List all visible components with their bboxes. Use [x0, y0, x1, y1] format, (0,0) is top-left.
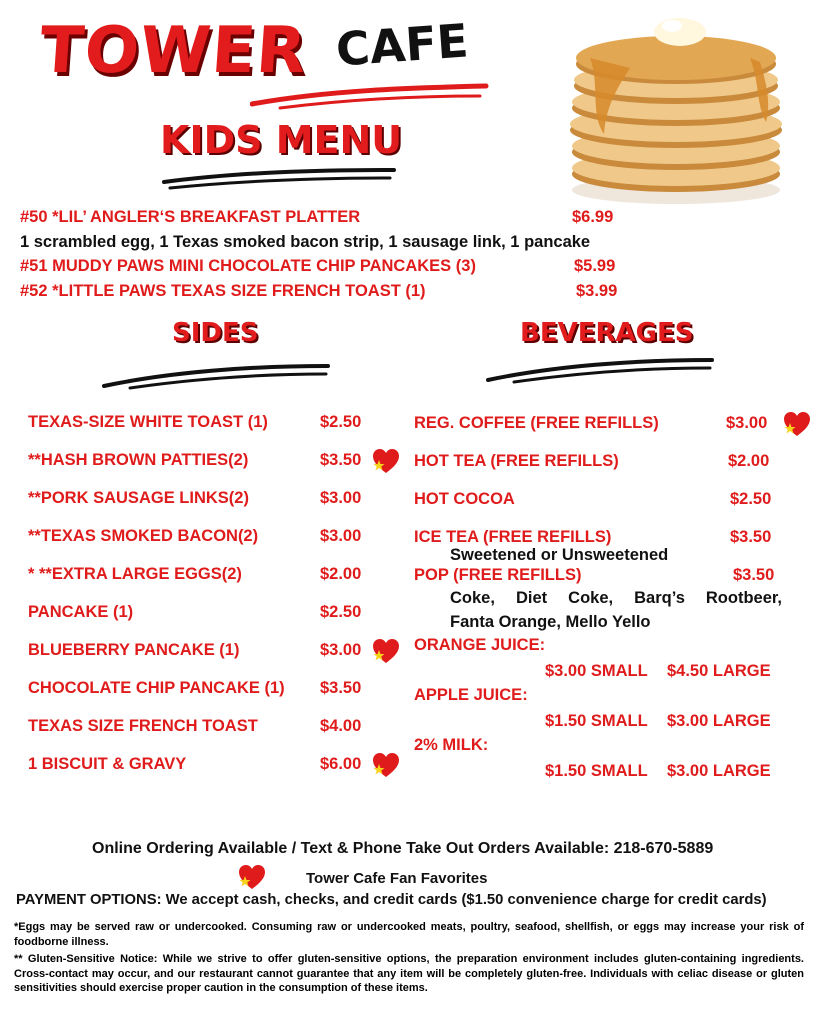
kids-item-50-price: $6.99 — [572, 208, 614, 226]
heart-star-icon — [372, 752, 400, 778]
side-item-price: $6.00 — [320, 755, 362, 773]
kids-menu-title: KIDS MENU — [160, 118, 403, 162]
side-item-name: **HASH BROWN PATTIES(2) — [28, 451, 249, 469]
eggs-notice: *Eggs may be served raw or undercooked. Consuming raw or undercooked meats, poultry, seafood, shellfish, or eggs may increase your risk of foodborne illness. — [14, 921, 804, 948]
payment-options: PAYMENT OPTIONS: We accept cash, checks, and credit cards ($1.50 convenience charge for credit cards) — [16, 892, 767, 908]
side-item-price: $3.00 — [320, 489, 362, 507]
bev-icetea-note: Sweetened or Unsweetened — [450, 546, 669, 564]
logo-swoosh — [250, 80, 490, 110]
ordering-info: Online Ordering Available / Text & Phone Take Out Orders Available: 218-670-5889 — [92, 840, 714, 857]
gluten-notice: ** Gluten-Sensitive Notice: While we strive to offer gluten-sensitive options, the preparation environment includes gluten-containing ingredients. Cross-contact may occur, and our restaurant cannot guarantee that any item will be completely gluten-free. Individuals with celiac disease or gluten sensitivities should exercise proper caution in the consumption of these items. — [14, 953, 804, 994]
bev-oj-name: ORANGE JUICE: — [414, 636, 546, 654]
bev-apple-name: APPLE JUICE: — [414, 686, 528, 704]
side-item-name: **TEXAS SMOKED BACON(2) — [28, 527, 259, 545]
kids-item-51-name: #51 MUDDY PAWS MINI CHOCOLATE CHIP PANCAKES (3) — [20, 257, 476, 275]
kids-item-50-name: #50 *LIL’ ANGLER‘S BREAKFAST PLATTER — [20, 208, 361, 226]
bev-coffee-name: REG. COFFEE (FREE REFILLS) — [414, 414, 659, 432]
side-item-name: TEXAS SIZE FRENCH TOAST — [28, 717, 258, 735]
bev-milk-small: $1.50 SMALL — [545, 762, 648, 780]
fan-favorites-legend: Tower Cafe Fan Favorites — [306, 870, 488, 887]
side-item-name: PANCAKE (1) — [28, 603, 134, 621]
heart-star-icon — [238, 864, 266, 890]
pancake-stack-image — [560, 4, 792, 206]
side-item-name: BLUEBERRY PANCAKE (1) — [28, 641, 240, 659]
side-item-price: $3.00 — [320, 641, 362, 659]
bev-pop-price: $3.50 — [733, 566, 775, 584]
kids-item-52-name: #52 *LITTLE PAWS TEXAS SIZE FRENCH TOAST (1) — [20, 282, 426, 300]
side-item-name: 1 BISCUIT & GRAVY — [28, 755, 187, 773]
bev-pop-note-2: Fanta Orange, Mello Yello — [450, 613, 651, 631]
bev-cocoa-price: $2.50 — [730, 490, 772, 508]
side-item-price: $3.50 — [320, 451, 362, 469]
side-item-price: $3.50 — [320, 679, 362, 697]
bev-apple-large: $3.00 LARGE — [667, 712, 771, 730]
bev-coffee-price: $3.00 — [726, 414, 768, 432]
kids-item-52-price: $3.99 — [576, 282, 618, 300]
logo-tower-text: TOWER — [37, 14, 310, 88]
side-item-price: $2.50 — [320, 413, 362, 431]
bev-oj-small: $3.00 SMALL — [545, 662, 648, 680]
bev-oj-large: $4.50 LARGE — [667, 662, 771, 680]
bev-pop-note-1: Coke, Diet Coke, Barq’s Rootbeer, — [450, 589, 782, 607]
bev-icetea-price: $3.50 — [730, 528, 772, 546]
heart-star-icon — [372, 638, 400, 664]
bev-cocoa-name: HOT COCOA — [414, 490, 515, 508]
side-item-price: $4.00 — [320, 717, 362, 735]
heart-star-icon — [372, 448, 400, 474]
logo-cafe-text: CAFE — [334, 13, 470, 77]
kids-item-51-price: $5.99 — [574, 257, 616, 275]
side-item-name: * **EXTRA LARGE EGGS(2) — [28, 565, 242, 583]
bev-tea-name: HOT TEA (FREE REFILLS) — [414, 452, 619, 470]
side-item-name: TEXAS-SIZE WHITE TOAST (1) — [28, 413, 268, 431]
side-item-price: $2.50 — [320, 603, 362, 621]
kids-item-50-desc: 1 scrambled egg, 1 Texas smoked bacon strip, 1 sausage link, 1 pancake — [20, 233, 591, 251]
kids-menu-underline — [160, 166, 400, 190]
bev-apple-small: $1.50 SMALL — [545, 712, 648, 730]
beverages-title: BEVERAGES — [520, 318, 694, 348]
sides-underline — [100, 360, 332, 392]
bev-milk-large: $3.00 LARGE — [667, 762, 771, 780]
side-item-name: **PORK SAUSAGE LINKS(2) — [28, 489, 249, 507]
bev-pop-name: POP (FREE REFILLS) — [414, 566, 582, 584]
bev-icetea-name: ICE TEA (FREE REFILLS) — [414, 528, 612, 546]
side-item-name: CHOCOLATE CHIP PANCAKE (1) — [28, 679, 285, 697]
bev-milk-name: 2% MILK: — [414, 736, 489, 754]
heart-star-icon — [783, 411, 811, 437]
side-item-price: $2.00 — [320, 565, 362, 583]
side-item-price: $3.00 — [320, 527, 362, 545]
beverages-underline — [484, 354, 716, 386]
sides-title: SIDES — [172, 318, 259, 348]
bev-tea-price: $2.00 — [728, 452, 770, 470]
